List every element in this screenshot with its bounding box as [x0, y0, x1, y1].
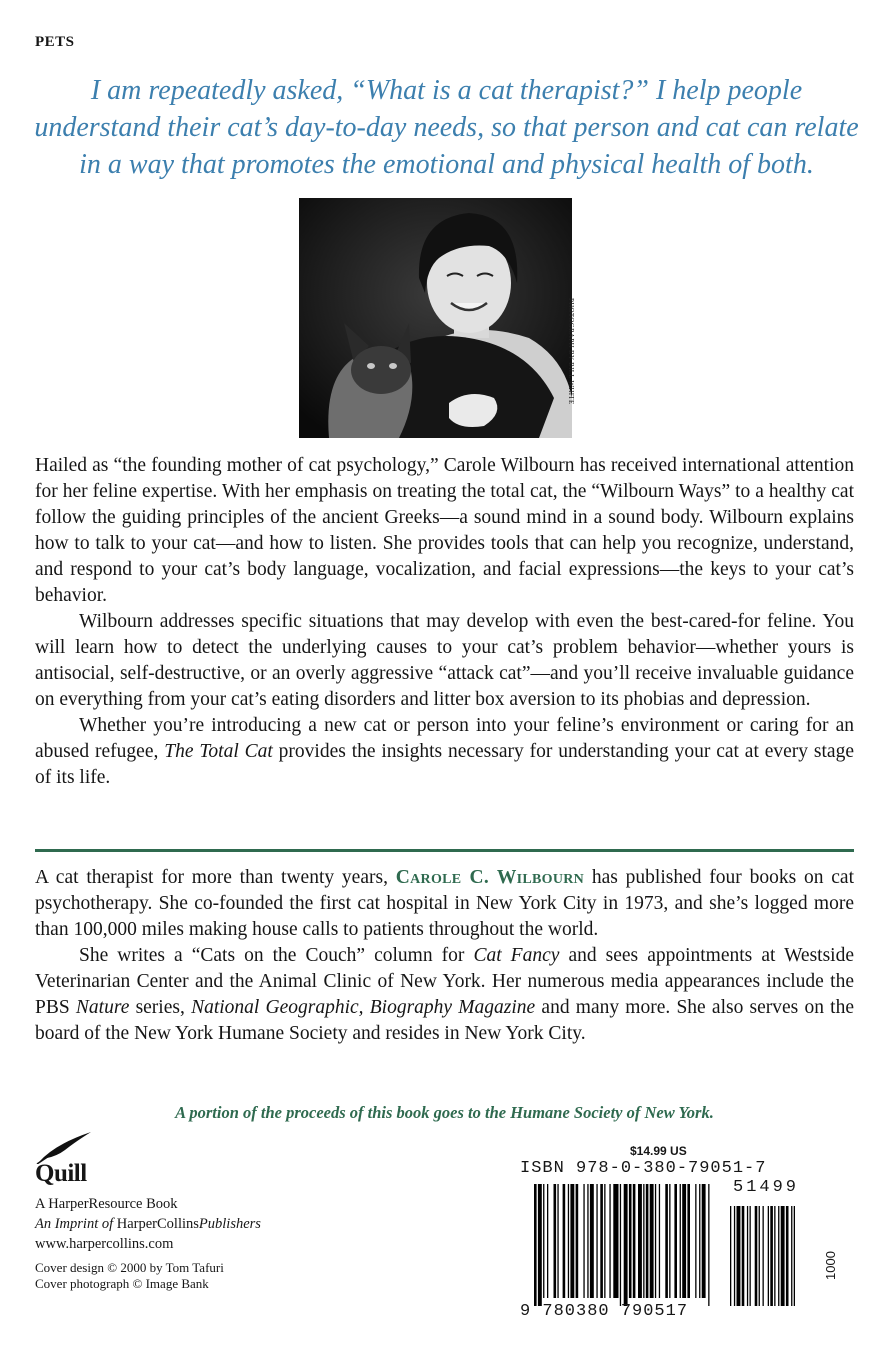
imprint-name: HarperCollins [113, 1216, 199, 1232]
publication-title: Nature [75, 997, 130, 1018]
barcode-digits [520, 1302, 688, 1321]
bio-text: series, [129, 997, 192, 1018]
bio-text: and sees appointments at Westside Veterinarian Center and the Animal Clinic of New York. Her numerous media appearances include the PBS [35, 945, 854, 1018]
section-divider [35, 849, 854, 852]
description-text: provides the insights necessary for understanding your cat at every stage of its life. [35, 741, 854, 788]
publication-title: Cat Fancy [473, 945, 560, 966]
proceeds-note: A portion of the proceeds of this book goes to the Humane Society of New York. [175, 1103, 714, 1122]
publisher-line: A HarperResource Book [35, 1196, 178, 1212]
bio-text: A cat therapist for more than twenty years, [35, 867, 396, 888]
author-photo-illustration [299, 198, 572, 438]
publication-title: National Geographic, Biography Magazine [191, 997, 536, 1018]
bio-text: has published four books on cat psychotherapy. She co-founded the first cat hospital in New York City in 1973, and she’s logged more than 100,000 miles making house calls to patients throughout the world. [35, 867, 854, 940]
barcode-first-digit: 9 [520, 1302, 532, 1321]
barcode-group-1: 780380 [542, 1302, 610, 1321]
author-photo [299, 198, 572, 438]
publisher-website: www.harpercollins.com [35, 1236, 174, 1252]
imprint-prefix: An Imprint of [35, 1216, 114, 1232]
isbn-label: ISBN 978-0-380-79051-7 [520, 1159, 767, 1178]
barcode-block [518, 1140, 838, 1330]
bio-text: and many more. She also serves on the board of the New York Humane Society and resides in New York City. [35, 997, 854, 1044]
vertical-code: 1000 [823, 1251, 838, 1280]
imprint-suffix: Publishers [198, 1216, 261, 1232]
bio-paragraph [35, 865, 854, 943]
publisher-info [35, 1194, 261, 1254]
barcode-addon-digits: 51499 [733, 1178, 800, 1197]
photo-credit: PHOTOGRAPH BY BILL WHITE [567, 298, 575, 405]
barcode-icon [534, 1184, 804, 1310]
bio-text: She writes a “Cats on the Couch” column for [79, 945, 474, 966]
description-text: Whether you’re introducing a new cat or person into your feline’s environment or caring for an abused refugee, [35, 715, 854, 762]
description-paragraph: Hailed as “the founding mother of cat psychology,” Carole Wilbourn has received international attention for her feline expertise. With her emphasis on treating the total cat, the “Wilbourn Ways” to a healthy cat follow the guiding principles of the ancient Greeks—a sound mind in a sound body. Wilbourn explains how to talk to your cat—and how to listen. She provides tools that can help you recognize, understand, and respond to your cat’s body language, vocalization, and facial expressions—the keys to your cat’s behavior. [35, 455, 854, 606]
quill-feather-icon [35, 1130, 95, 1164]
book-title: The Total Cat [164, 741, 273, 762]
cover-photo-credit: Cover photograph © Image Bank [35, 1276, 209, 1291]
bio-paragraph [35, 943, 854, 1047]
description-paragraph [35, 713, 854, 791]
barcode-group-2: 790517 [620, 1302, 689, 1321]
cover-design-credit: Cover design © 2000 by Tom Tafuri [35, 1260, 224, 1275]
category-label: PETS [35, 34, 75, 50]
description-paragraph: Wilbourn addresses specific situations that may develop with even the best-cared-for feline. You will learn how to detect the underlying causes to your cat’s problem behavior—whether yours is antisocial, self-destructive, or an overly aggressive “attack cat”—and you’ll receive invaluable guidance on everything from your cat’s eating disorders and litter box aversion to its phobias and depression. [35, 611, 854, 710]
author-bio [35, 865, 854, 1047]
pull-quote: I am repeatedly asked, “What is a cat therapist?” I help people understand their cat’s day-to-day needs, so that person and cat can relate in a way that promotes the emotional and physical health of both. [34, 75, 859, 180]
price-label: $14.99 US [630, 1144, 687, 1158]
author-name: Carole C. Wilbourn [395, 867, 585, 888]
book-description [35, 453, 854, 791]
cover-credits [35, 1260, 224, 1292]
imprint-line [35, 1214, 261, 1234]
publisher-logo-text: Quill [35, 1160, 87, 1187]
